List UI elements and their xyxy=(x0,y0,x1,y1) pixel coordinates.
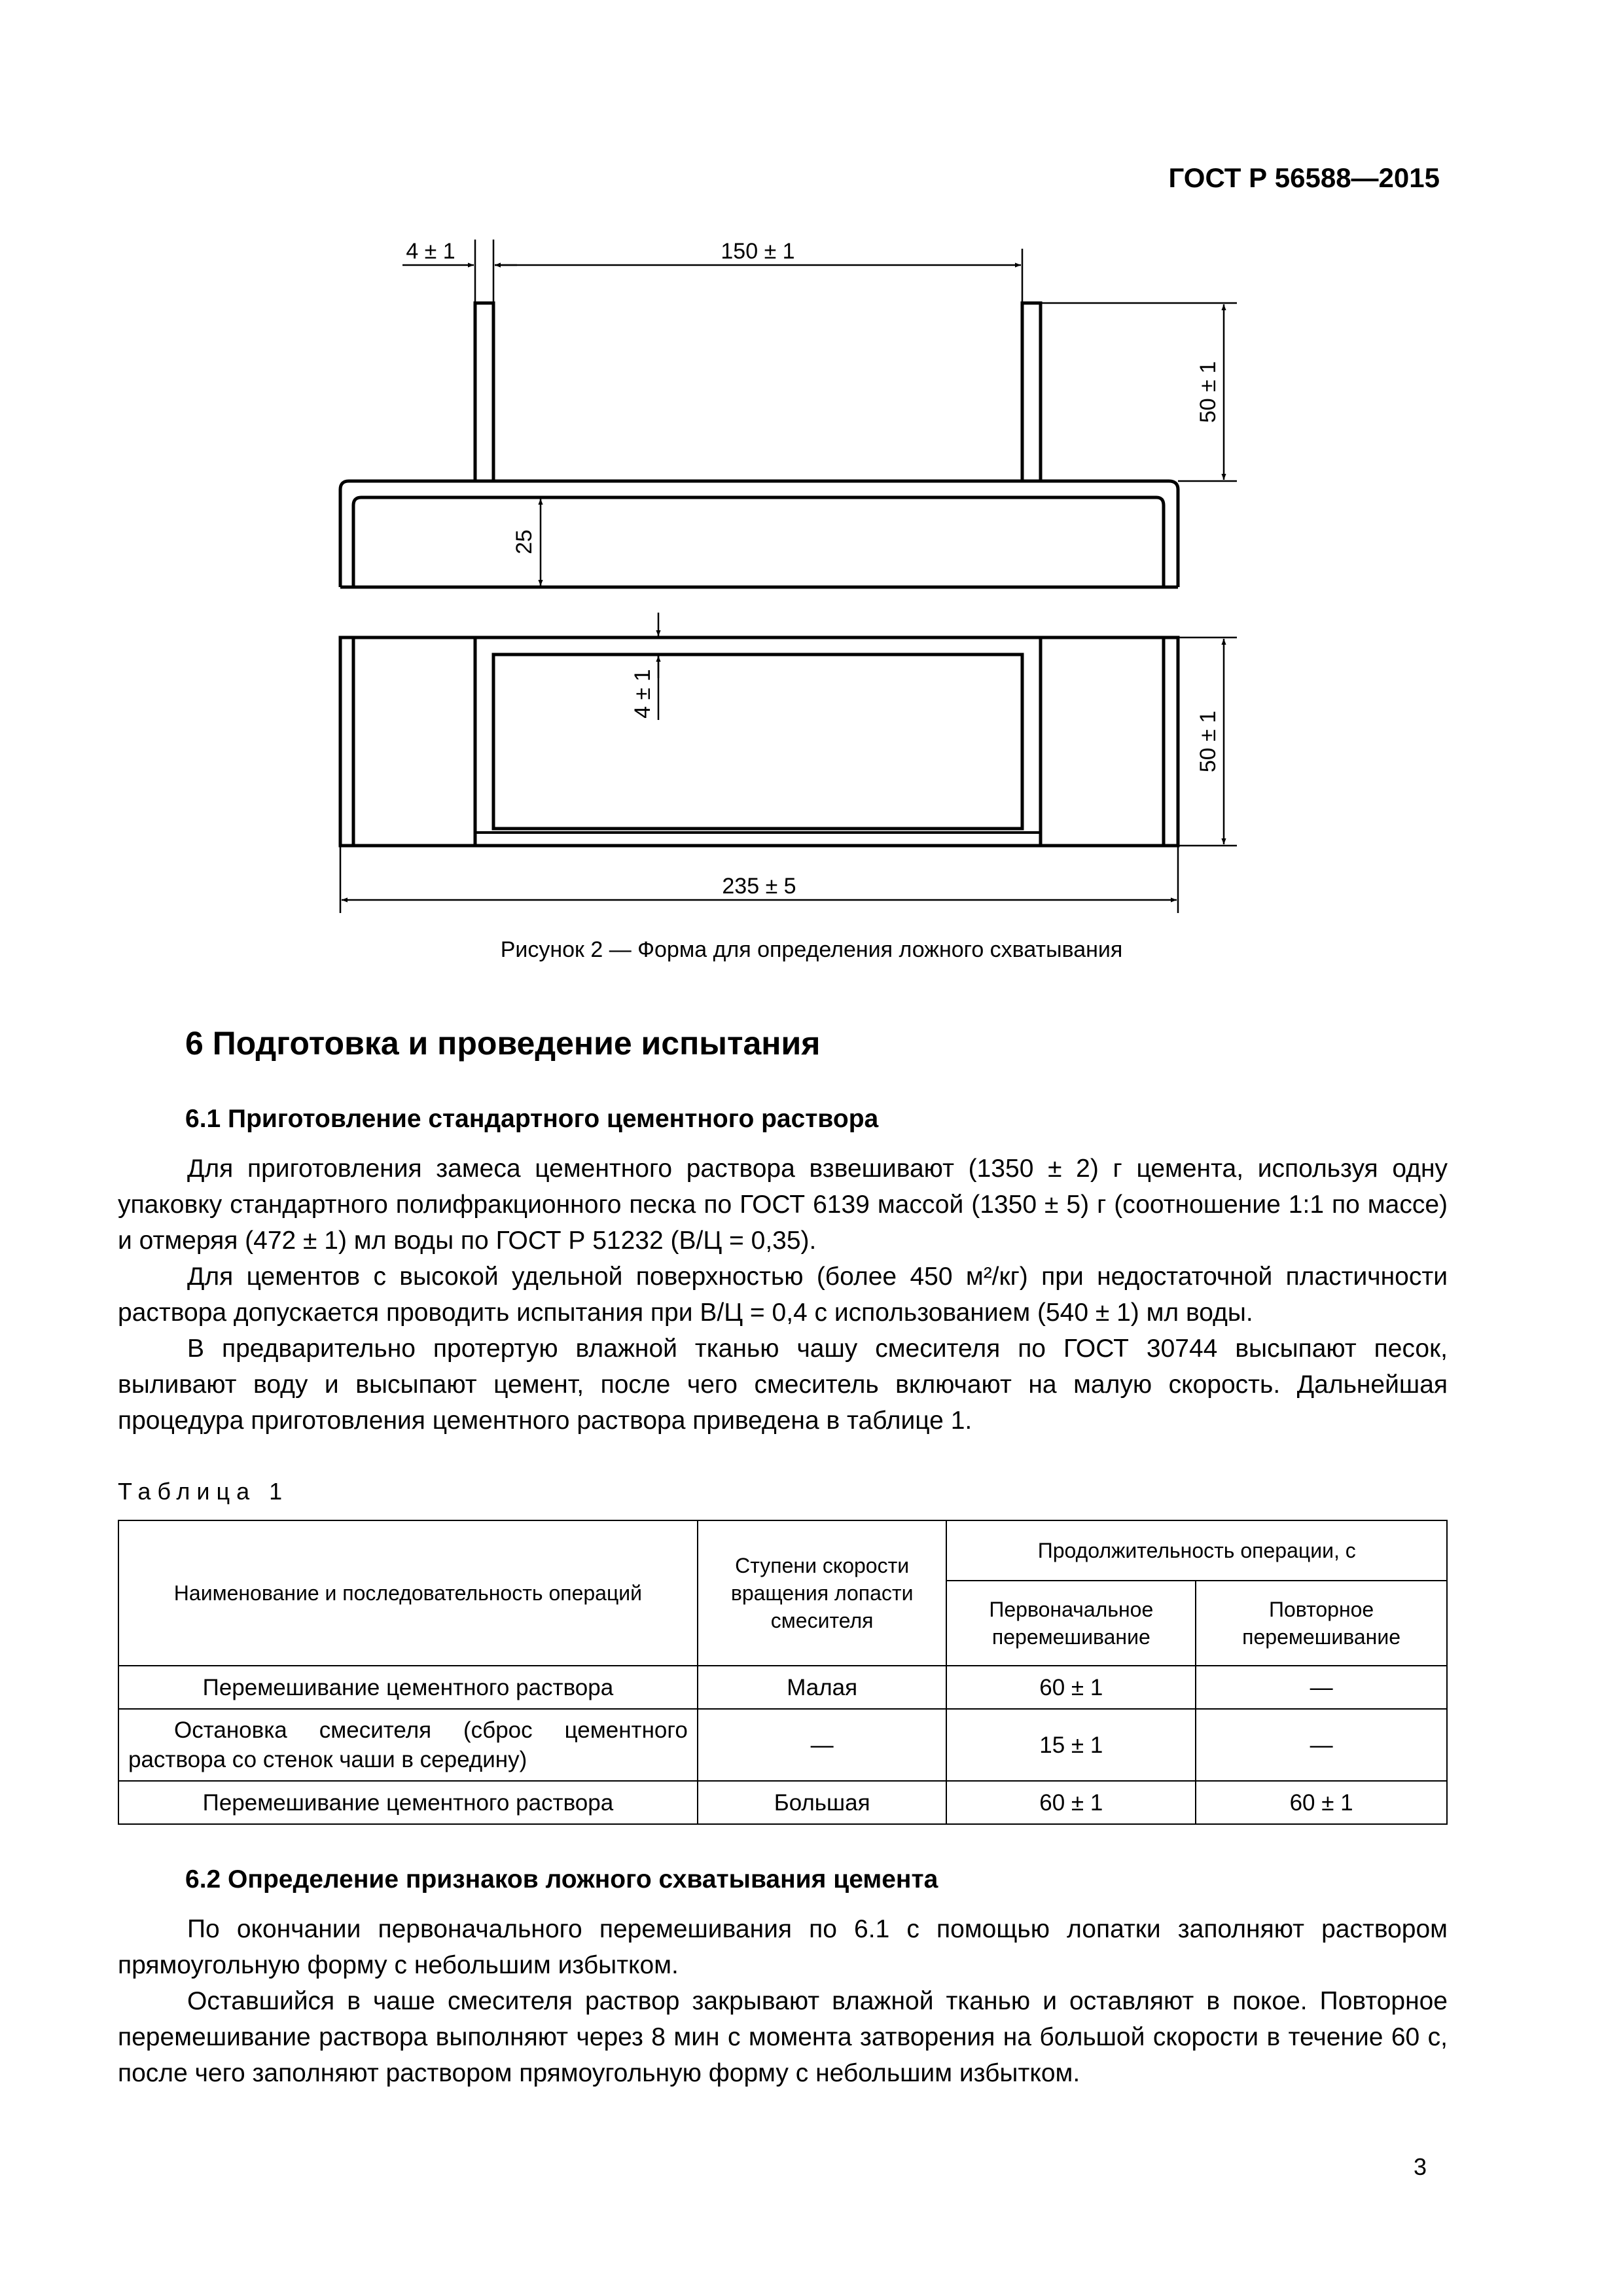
table-row xyxy=(118,1781,1447,1824)
cell-initial: 60 ± 1 xyxy=(946,1781,1196,1824)
dimension-label: 235 ± 5 xyxy=(722,874,796,899)
paragraph: Для цементов с высокой удельной поверхностью (более 450 м²/кг) при недостаточной пластичности раствора допускается проводить испытания при В/Ц = 0,4 с использованием (540 ± 1) мл воды. xyxy=(118,1263,1448,1327)
figure-caption: Рисунок 2 — Форма для определения ложного схватывания xyxy=(500,937,1123,962)
side-view-right-wall xyxy=(1022,303,1041,481)
cell-operation: Перемешивание цементного раствора xyxy=(118,1666,698,1709)
table-label: Таблица 1 xyxy=(118,1478,289,1505)
dimension-label: 25 xyxy=(512,529,537,554)
cell-initial: 60 ± 1 xyxy=(946,1666,1196,1709)
header-operations: Наименование и последовательность операций xyxy=(118,1520,698,1666)
cell-repeat: 60 ± 1 xyxy=(1196,1781,1447,1824)
dimension-label: 50 ± 1 xyxy=(1196,710,1221,773)
document-number: ГОСТ Р 56588—2015 xyxy=(1168,162,1440,193)
side-view-left-wall xyxy=(475,303,493,481)
mold-drawing xyxy=(0,0,1623,929)
dimension-label: 4 ± 1 xyxy=(406,239,455,264)
header-duration: Продолжительность операции, с xyxy=(946,1520,1447,1581)
cell-repeat: — xyxy=(1196,1666,1447,1709)
cell-operation: Остановка смесителя (сброс цементного раствора со стенок чаши в середину) xyxy=(118,1709,698,1781)
header-speed: Ступени скорости вращения лопасти смесителя xyxy=(698,1520,947,1666)
paragraph: Для приготовления замеса цементного раствора взвешивают (1350 ± 2) г цемента, используя одну упаковку стандартного полифракционного песка по ГОСТ 6139 массой (1350 ± 5) г (соотношение 1:1 по массе) и отмеряя (472 ± 1) мл воды по ГОСТ Р 51232 (В/Ц = 0,35). xyxy=(118,1155,1448,1255)
dimension-label: 4 ± 1 xyxy=(630,669,655,719)
header-repeat: Повторное перемешивание xyxy=(1196,1581,1447,1666)
table-1 xyxy=(118,1520,1448,1825)
cell-speed: Большая xyxy=(698,1781,947,1824)
table-row xyxy=(118,1709,1447,1781)
cell-repeat: — xyxy=(1196,1709,1447,1781)
dimension-label: 50 ± 1 xyxy=(1196,361,1221,423)
table-row xyxy=(118,1666,1447,1709)
cell-initial: 15 ± 1 xyxy=(946,1709,1196,1781)
section-6-2-title: 6.2 Определение признаков ложного схватывания цемента xyxy=(185,1865,938,1893)
header-initial: Первоначальное перемешивание xyxy=(946,1581,1196,1666)
top-view-frame xyxy=(340,637,1178,846)
section-6-title: 6 Подготовка и проведение испытания xyxy=(185,1025,821,1062)
cell-speed: — xyxy=(698,1709,947,1781)
section-6-1-title: 6.1 Приготовление стандартного цементного раствора xyxy=(185,1105,879,1133)
cell-operation: Перемешивание цементного раствора xyxy=(118,1781,698,1824)
paragraph: По окончании первоначального перемешивания по 6.1 с помощью лопатки заполняют раствором прямоугольную форму с небольшим избытком. xyxy=(118,1915,1448,1979)
top-view-mold xyxy=(475,637,1041,846)
dimension-label: 150 ± 1 xyxy=(721,239,795,264)
page-number: 3 xyxy=(1414,2153,1427,2180)
cell-speed: Малая xyxy=(698,1666,947,1709)
paragraph: Оставшийся в чаше смесителя раствор закрывают влажной тканью и оставляют в покое. Повторное перемешивание раствора выполняют через 8 мин с момента затворения на большой скорости в течение 60 с, после чего заполняют раствором прямоугольную форму с небольшим избытком. xyxy=(118,1987,1448,2087)
paragraph: В предварительно протертую влажной тканью чашу смесителя по ГОСТ 30744 высыпают песок, выливают воду и высыпают цемент, после чего смеситель включают на малую скорость. Дальнейшая процедура приготовления цементного раствора приведена в таблице 1. xyxy=(118,1335,1448,1435)
